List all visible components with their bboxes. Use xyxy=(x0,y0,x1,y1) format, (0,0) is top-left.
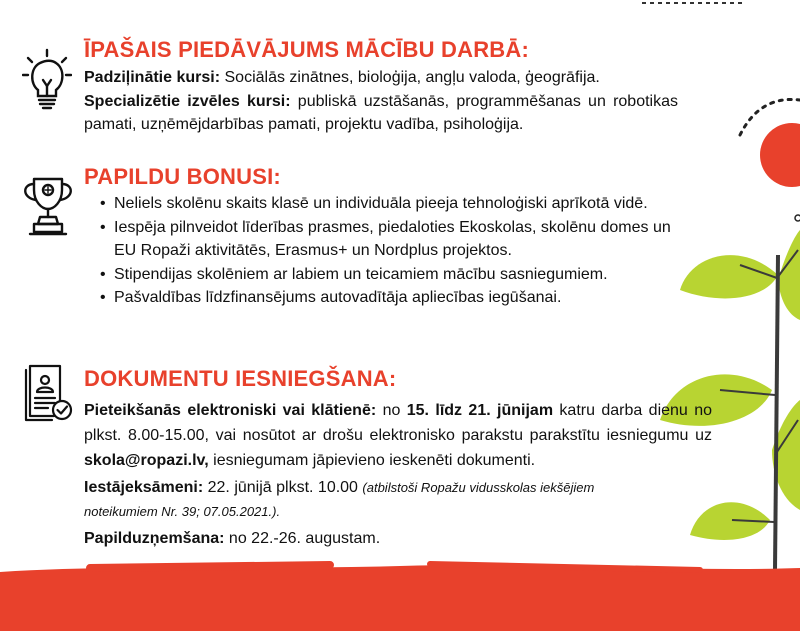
specialized-courses-label: Specializētie izvēles kursi: xyxy=(84,93,291,110)
application-text-part: katru darba dienu no plkst. 8.00-15.00, vai nosūtot ar drošu elektronisko parakstu parakstītu iesniegumu uz xyxy=(84,402,713,444)
bonus-heading: PAPILDU BONUSI: xyxy=(84,164,281,189)
application-label: Pieteikšanās elektroniski vai klātienē: xyxy=(84,402,377,419)
document-check-icon xyxy=(24,364,74,422)
list-item: • Iespēja pilnveidot līderības prasmes, piedaloties Ekoskolas, skolēnu domes un EU Ropaži aktivitātēs, Erasmus+ un Nordplus projektos. xyxy=(84,216,684,263)
list-item: • Neliels skolēnu skaits klasē un individuāla pieeja tehnoloģiski aprīkotā vidē. xyxy=(84,192,684,216)
entrance-exam-label: Iestājeksāmeni: xyxy=(84,479,204,496)
entrance-exam-note: (atbilstoši Ropažu vidusskolas iekšējiem noteikumiem Nr. 39; 07.05.2021.). xyxy=(84,480,595,519)
application-text-part: no xyxy=(376,402,407,419)
additional-admission-dates: no 22.-26. augustam. xyxy=(224,530,381,547)
top-dotted-line xyxy=(640,0,744,8)
red-brush-band xyxy=(0,560,800,631)
documents-heading: DOKUMENTU IESNIEGŠANA: xyxy=(84,366,397,391)
advanced-courses-text xyxy=(84,66,678,89)
bonus-list xyxy=(84,192,684,310)
advanced-courses-list: Sociālās zinātnes, bioloģija, angļu valoda, ģeogrāfija. xyxy=(220,69,600,86)
lightbulb-icon xyxy=(22,48,72,110)
entrance-exam-date: 22. jūnijā plkst. 10.00 xyxy=(203,479,363,496)
specialized-courses-text xyxy=(84,90,678,136)
additional-admission-label: Papilduzņemšana: xyxy=(84,530,225,547)
offer-heading: ĪPAŠAIS PIEDĀVĀJUMS MĀCĪBU DARBĀ: xyxy=(84,37,529,62)
school-email: skola@ropazi.lv, xyxy=(84,452,209,469)
trophy-icon xyxy=(20,176,76,238)
application-dates: 15. līdz 21. jūnijam xyxy=(406,402,554,419)
plant-decoration xyxy=(660,90,800,570)
application-text xyxy=(84,398,712,473)
advanced-courses-label: Padziļinātie kursi: xyxy=(84,69,221,86)
specialized-courses-list: publiskā uzstāšanās, programmēšanas un robotikas pamati, uzņēmējdarbības pamati, projektu vadība, psiholoģija. xyxy=(84,93,678,133)
list-item: • Stipendijas skolēniem ar labiem un teicamiem mācību sasniegumiem. xyxy=(84,263,684,287)
additional-admission-text xyxy=(84,527,380,550)
application-text-part: iesniegumam jāpievieno ieskenēti dokumenti. xyxy=(208,452,536,469)
entrance-exam-text xyxy=(84,476,644,524)
list-item: • Pašvaldības līdzfinansējums autovadītāja apliecības iegūšanai. xyxy=(84,286,684,310)
